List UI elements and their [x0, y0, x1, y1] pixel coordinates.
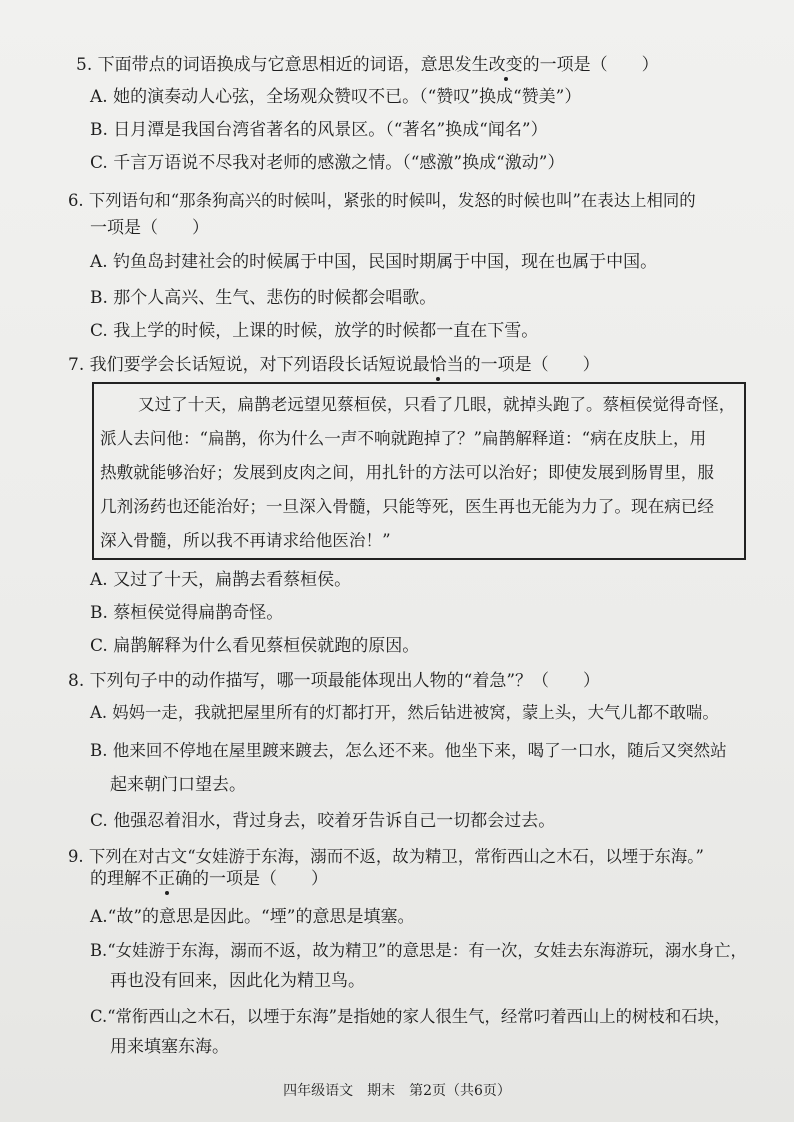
q7-passage-line4: 几剂汤药也还能治好；一旦深入骨髓，只能等死，医生再也无能为力了。现在病已经	[100, 497, 714, 516]
q5-dotted-word: 改变	[488, 55, 523, 75]
q8-option-a: A. 妈妈一走，我就把屋里所有的灯都打开，然后钻进被窝，蒙上头，大气儿都不敢喘。	[90, 703, 719, 722]
q6-option-a: A. 钓鱼岛封建社会的时候属于中国，民国时期属于中国，现在也属于中国。	[90, 252, 658, 272]
q9-option-c-line2: 用来填塞东海。	[110, 1037, 229, 1057]
q6-stem-line2: 一项是（ ）	[90, 218, 209, 238]
q6-stem-line1: 6. 下列语句和“那条狗高兴的时候叫，紧张的时候叫，发怒的时候也叫”在表达上相同的	[68, 191, 696, 210]
q7-stem-end: 的一项是（ ）	[463, 355, 600, 375]
q7-option-c: C. 扁鹊解释为什么看见蔡桓侯就跑的原因。	[90, 636, 420, 656]
q5-stem-end: 的一项是（ ）	[522, 55, 659, 75]
q9-option-a: A.“故”的意思是因此。“堙”的意思是填塞。	[90, 907, 415, 927]
q8-option-b-line1: B. 他来回不停地在屋里踱来踱去，怎么还不来。他坐下来，喝了一口水，随后又突然站	[90, 741, 727, 760]
q7-stem-text: 7. 我们要学会长话短说，对下列语段长话短说	[68, 355, 413, 375]
q5-option-a: A. 她的演奏动人心弦，全场观众赞叹不已。（“赞叹”换成“赞美”）	[90, 87, 582, 107]
q7-option-b: B. 蔡桓侯觉得扁鹊奇怪。	[90, 603, 284, 623]
q7-passage-line3: 热敷就能够治好；发展到皮肉之间，用扎针的方法可以治好；即使发展到肠胃里，服	[100, 463, 714, 482]
q7-dotted-word: 最恰当	[412, 355, 464, 375]
q9-stem-line2	[90, 868, 328, 890]
q6-option-b: B. 那个人高兴、生气、悲伤的时候都会唱歌。	[90, 288, 437, 308]
q9-dotted-word: 不正确	[141, 869, 192, 889]
q5-stem	[76, 54, 659, 76]
q7-option-a: A. 又过了十天，扁鹊去看蔡桓侯。	[90, 570, 352, 590]
q9-stem-text: 的理解	[90, 869, 141, 889]
q5-stem-text: 5. 下面带点的词语换成与它意思相近的词语，意思发生	[76, 55, 489, 75]
q5-option-c: C. 千言万语说不尽我对老师的感激之情。（“感激”换成“激动”）	[90, 153, 565, 173]
q9-option-c-line1: C.“常衔西山之木石，以堙于东海”是指她的家人很生气，经常叼着西山上的树枝和石块，	[90, 1007, 731, 1026]
page-footer: 四年级语文 期末 第2页（共6页）	[283, 1083, 511, 1099]
q6-option-c: C. 我上学的时候，上课的时候，放学的时候都一直在下雪。	[90, 321, 539, 341]
q8-option-c: C. 他强忍着泪水，背过身去，咬着牙告诉自己一切都会过去。	[90, 811, 556, 831]
q7-passage-line1: 又过了十天，扁鹊老远望见蔡桓侯，只看了几眼，就掉头跑了。蔡桓侯觉得奇怪，	[138, 395, 736, 414]
q9-option-b-line2: 再也没有回来，因此化为精卫鸟。	[110, 971, 365, 991]
q9-stem-line1: 9. 下列在对古文“女娃游于东海，溺而不返，故为精卫，常衔西山之木石，以堙于东海。”	[68, 847, 704, 866]
q9-option-b-line1: B.“女娃游于东海，溺而不返，故为精卫”的意思是：有一次，女娃去东海游玩，溺水身亡，	[90, 941, 747, 960]
q7-passage-line2: 派人去问他：“扁鹊，你为什么一声不响就跑掉了？”扁鹊解释道：“病在皮肤上，用	[100, 429, 707, 448]
q7-passage-line5: 深入骨髓，所以我不再请求给他医治！”	[100, 531, 391, 550]
q8-option-b-line2: 起来朝门口望去。	[110, 775, 246, 795]
q8-stem: 8. 下列句子中的动作描写，哪一项最能体现出人物的“着急”？（ ）	[68, 671, 601, 691]
q9-stem-end: 的一项是（ ）	[192, 869, 328, 889]
q5-option-b: B. 日月潭是我国台湾省著名的风景区。（“著名”换成“闻名”）	[90, 120, 548, 140]
q7-stem	[68, 354, 600, 376]
